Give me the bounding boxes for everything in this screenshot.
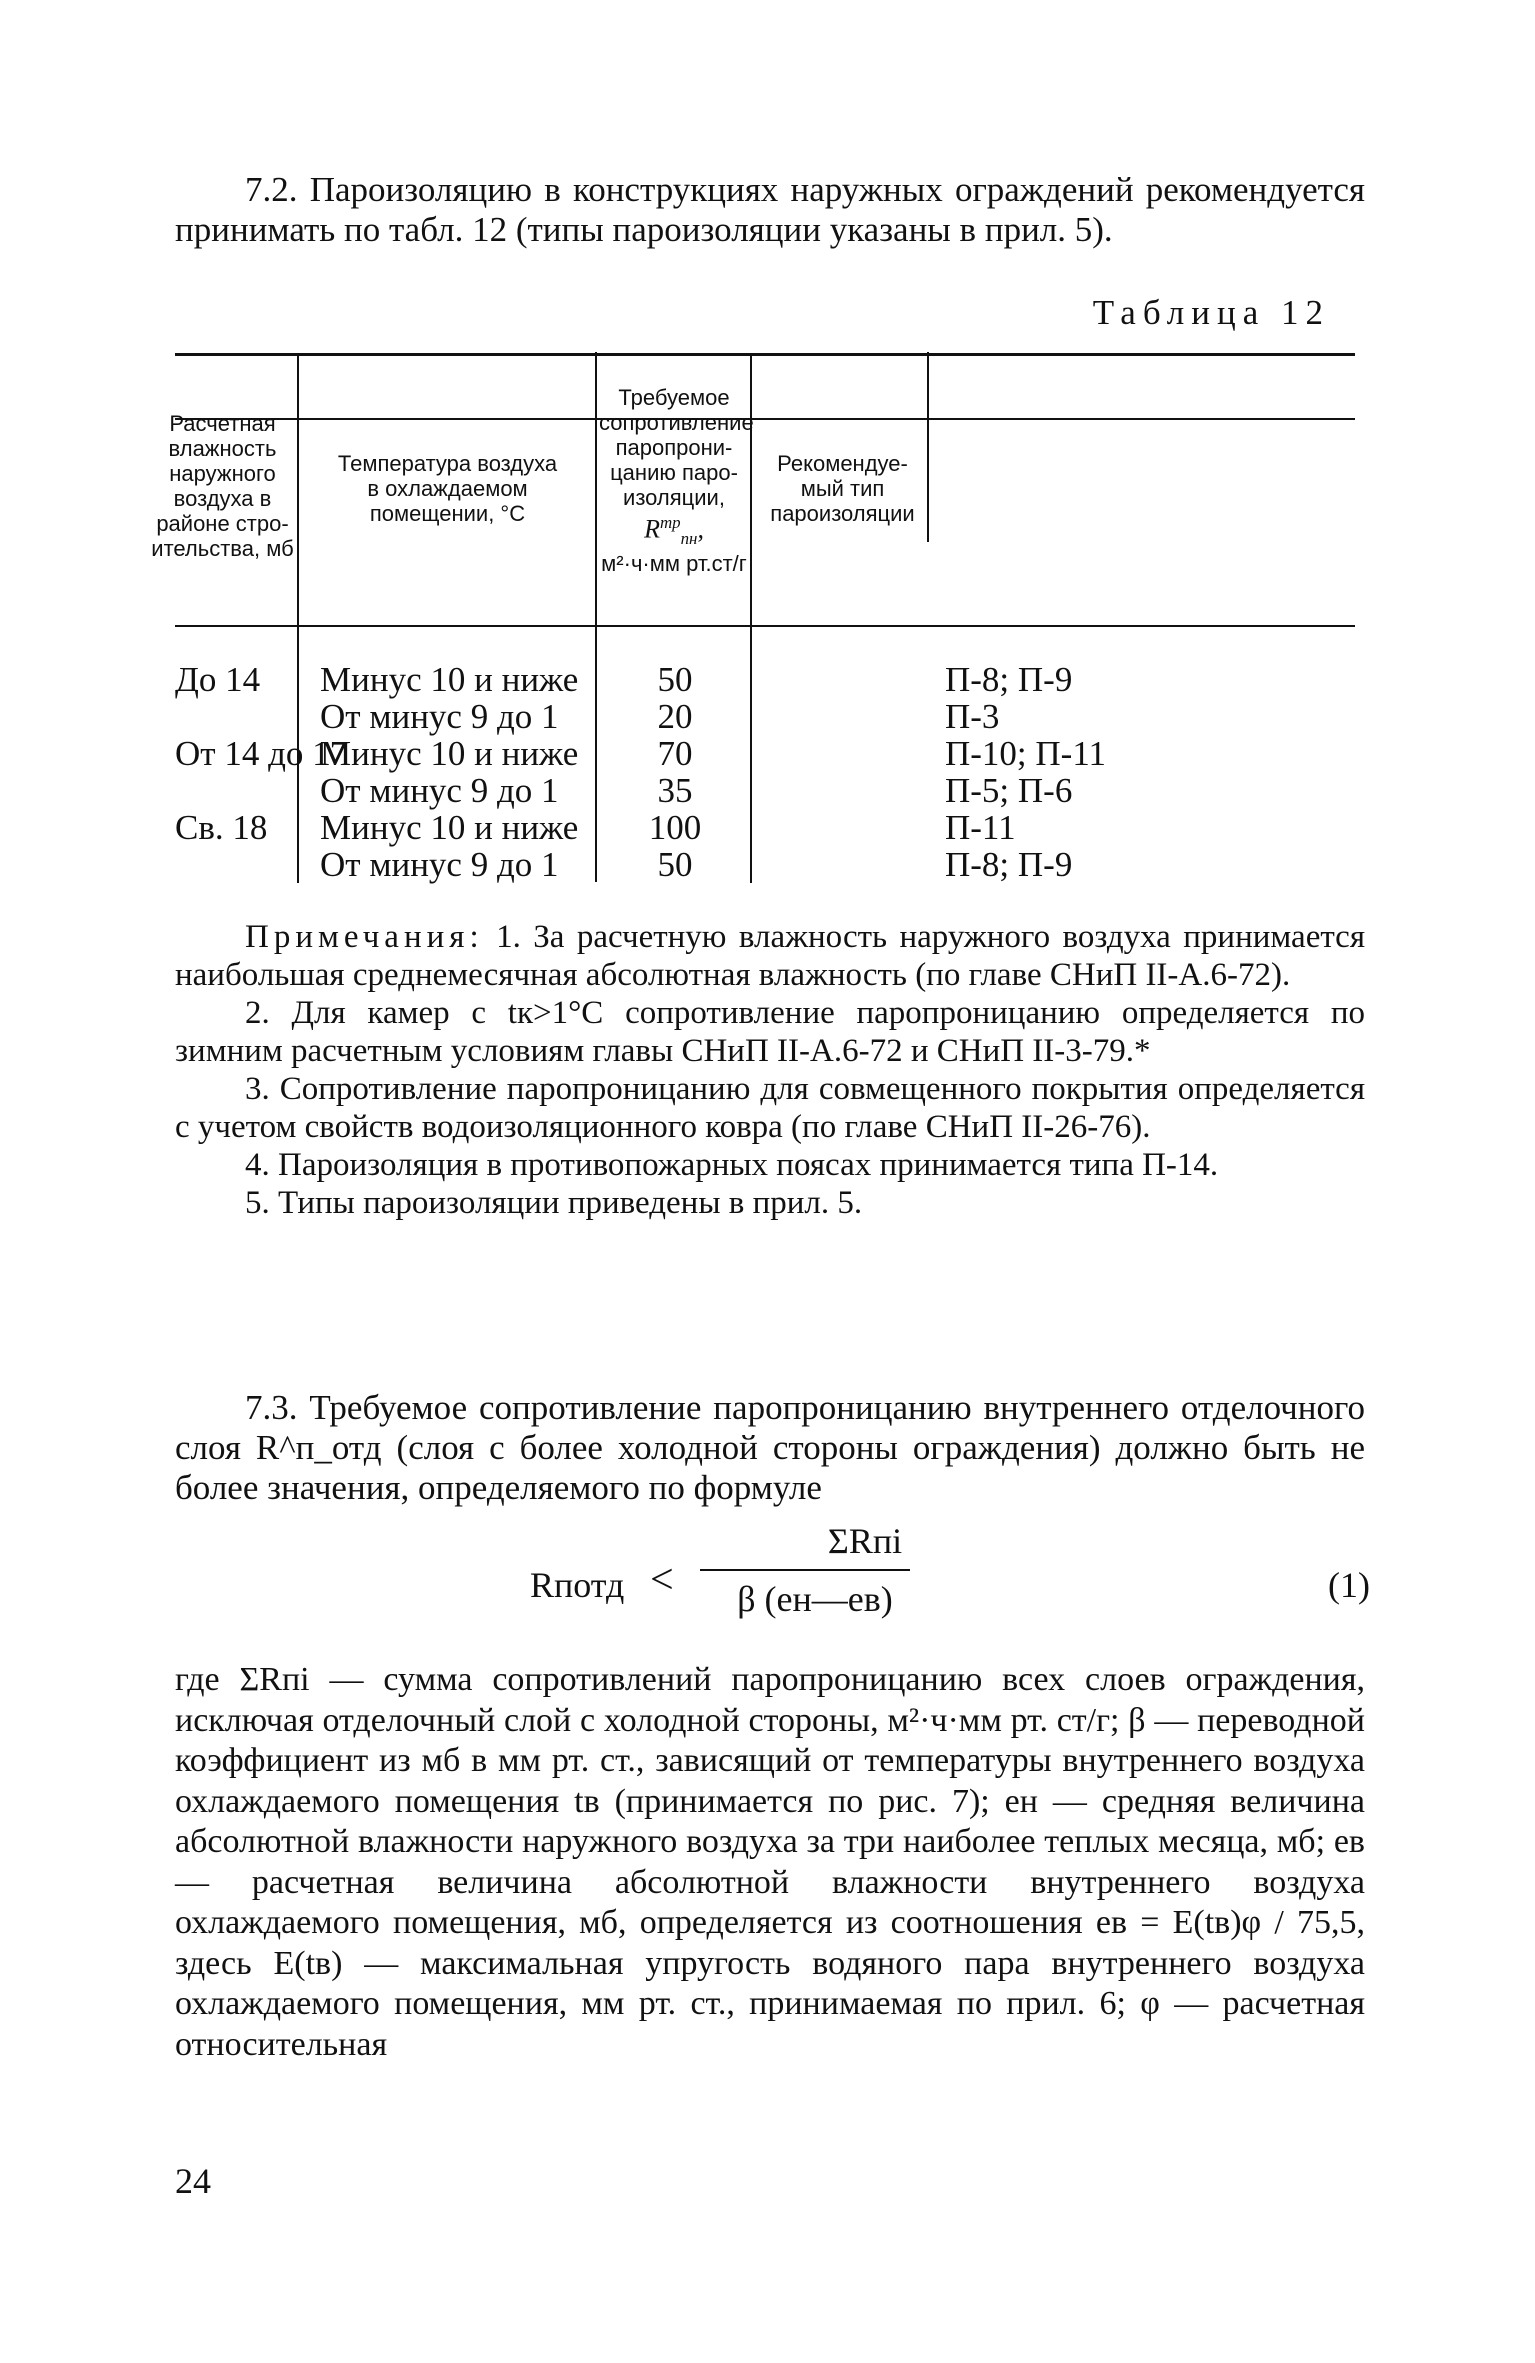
- note-3: 3. Сопротивление паропроницанию для совмещенного покрытия определяется с учетом свойств водоизоляционного ковра (по главе СНиП II-26-76).: [175, 1071, 1365, 1145]
- table-cell-temp: Минус 10 и ниже: [320, 660, 579, 699]
- table-header-rule: [175, 418, 1355, 420]
- header-resistance: Требуемое сопротивление паропрони- цанию паро- изоляции, $R^{тр}_{пн}$, м²·ч·мм рт.ст/г: [599, 385, 754, 576]
- table-caption: Таблица 12: [1092, 293, 1330, 332]
- table-cell-type: П-10; П-11: [945, 734, 1107, 773]
- group-label: Св. 18: [175, 808, 268, 847]
- table-cell-type: П-5; П-6: [945, 771, 1073, 810]
- table-cell-resistance: 100: [648, 808, 702, 847]
- table-cell-temp: Минус 10 и ниже: [320, 734, 579, 773]
- group-label: От 14 до 17: [175, 734, 348, 773]
- page-number: 24: [175, 2161, 211, 2201]
- table-cell-resistance: 35: [657, 771, 693, 810]
- note-2: 2. Для камер с tк>1°С сопротивление паропроницанию определяется по зимним расчетным условиям главы СНиП II-А.6-72 и СНиП II-3-79.*: [175, 995, 1365, 1069]
- table-top-rule: [175, 353, 1355, 356]
- table-cell-type: П-8; П-9: [945, 660, 1073, 699]
- table-body-rule: [175, 625, 1355, 627]
- formula-numerator: ΣRпi: [827, 1521, 903, 1561]
- formula-lhs: Rпотд: [530, 1565, 625, 1605]
- section-7-3-paragraph: 7.3. Требуемое сопротивление паропроницанию внутреннего отделочного слоя R^п_отд (слоя с более холодной стороны ограждения) должно быть не более значения, определяемого по формуле: [175, 1388, 1365, 1507]
- table-cell-type: П-3: [945, 697, 1000, 736]
- fraction-bar: [700, 1569, 910, 1571]
- header-humidity: Расчетная влажность наружного воздуха в районе стро- ительства, мб: [151, 411, 294, 561]
- header-recommended-type: Рекомендуе- мый тип пароизоляции: [770, 451, 915, 526]
- notes-heading: Примечания:: [245, 919, 484, 955]
- formula-1: [530, 1520, 1370, 1630]
- group-label: До 14: [175, 660, 261, 699]
- note-4: 4. Пароизоляция в противопожарных поясах принимается типа П-14.: [245, 1147, 1219, 1183]
- table-cell-resistance: 50: [657, 845, 693, 884]
- table-cell-temp: От минус 9 до 1: [320, 845, 559, 884]
- table-cell-temp: От минус 9 до 1: [320, 771, 559, 810]
- table-notes: [175, 918, 1365, 1222]
- table-column-divider: [595, 352, 597, 882]
- table-cell-temp: От минус 9 до 1: [320, 697, 559, 736]
- note-5: 5. Типы пароизоляции приведены в прил. 5.: [245, 1185, 863, 1221]
- table-cell-resistance: 70: [657, 734, 693, 773]
- formula-operator: <: [650, 1557, 674, 1603]
- formula-denominator: β (eн—eв): [737, 1579, 893, 1619]
- section-7-2-paragraph: 7.2. Пароизоляцию в конструкциях наружных ограждений рекомендуется принимать по табл. 12 (типы пароизоляции указаны в прил. 5).: [175, 170, 1365, 249]
- table-cell-type: П-8; П-9: [945, 845, 1073, 884]
- table-cell-temp: Минус 10 и ниже: [320, 808, 579, 847]
- table-cell-resistance: 50: [657, 660, 693, 699]
- formula-explanation: где ΣRпi — сумма сопротивлений паропроницанию всех слоев ограждения, исключая отделочный слой с холодной стороны, м²·ч·мм рт. ст/г; β — переводной коэффициент из мб в мм рт. ст., зависящий от температуры внутреннего воздуха охлаждаемого помещения tв (принимается по рис. 7); eн — средняя величина абсолютной влажности наружного воздуха за три наиболее теплых месяца, мб; eв — расчетная величина абсолютной влажности внутреннего воздуха охлаждаемого помещения, мб, определяется из соотношения eв = E(tв)φ / 75,5, здесь E(tв) — максимальная упругость водяного пара внутреннего воздуха охлаждаемого помещения, мм рт. ст., принимаемая по прил. 6; φ — расчетная относительная: [175, 1661, 1365, 2063]
- table-cell-type: П-11: [945, 808, 1016, 847]
- header-temperature: Температура воздуха в охлаждаемом помещении, °С: [337, 451, 558, 526]
- formula-number: (1): [1328, 1565, 1370, 1605]
- table-cell-resistance: 20: [657, 697, 693, 736]
- note-1: Примечания: 1. За расчетную влажность наружного воздуха принимается наибольшая среднемесячная абсолютная влажность (по главе СНиП II-А.6-72).: [175, 919, 1365, 993]
